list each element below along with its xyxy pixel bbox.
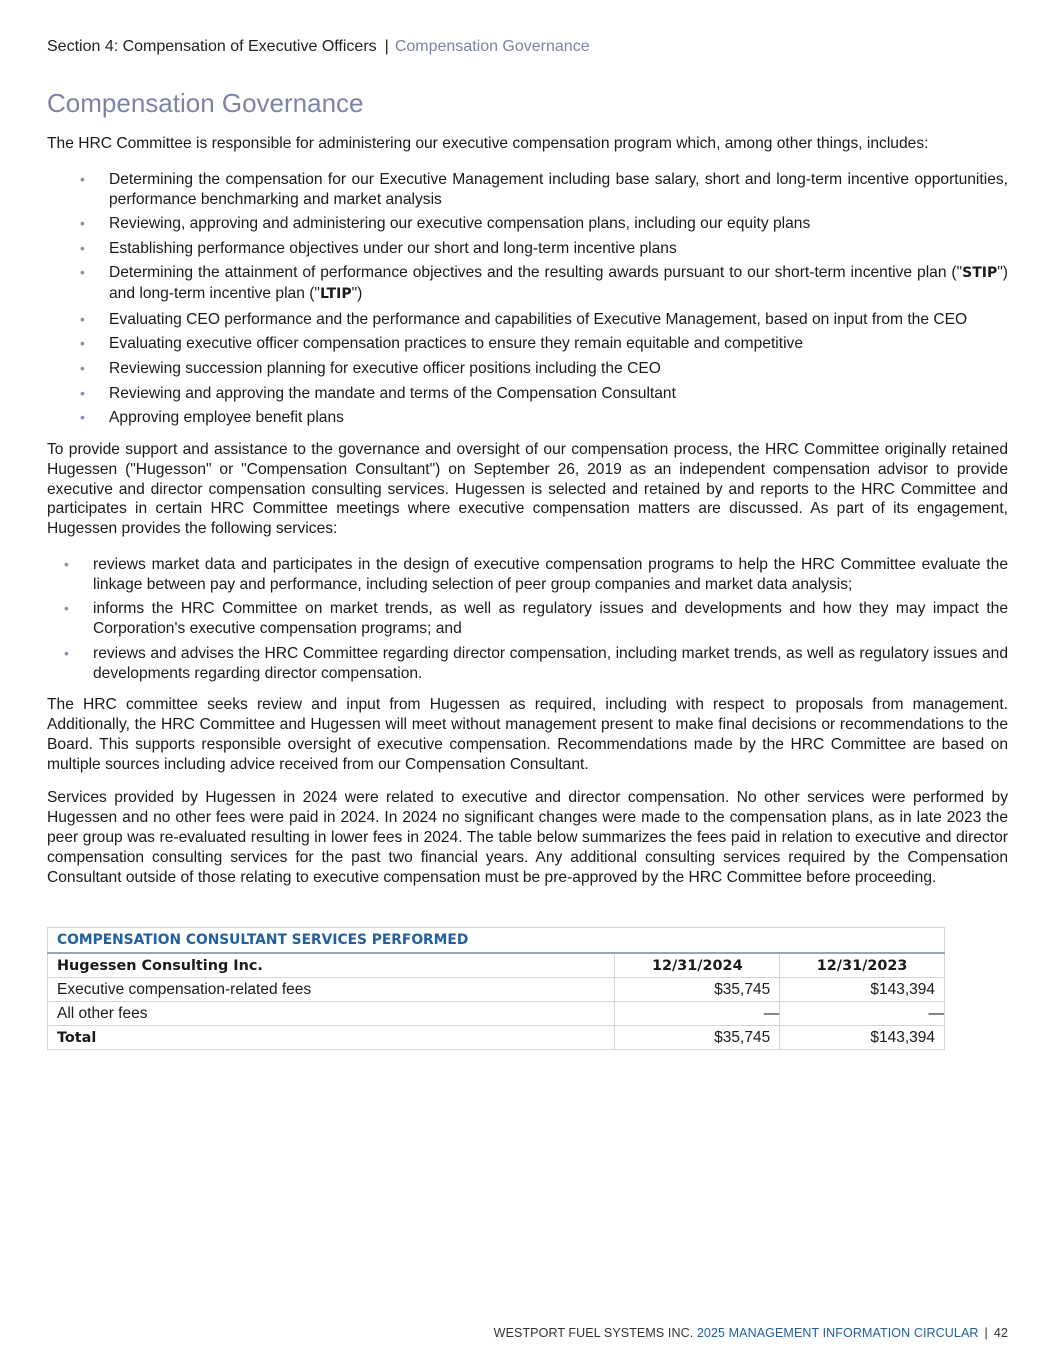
- table-cell: All other fees: [48, 1002, 615, 1026]
- intro-paragraph: The HRC Committee is responsible for administering our executive compensation program which, among other things, includes:: [47, 135, 929, 152]
- list-item: • Reviewing succession planning for executive officer positions including the CEO: [109, 359, 1008, 379]
- fees-paragraph: Services provided by Hugessen in 2024 were related to executive and director compensation. No other services were performed by Hugessen and no other fees were paid in 2024. In 2024 no significant changes were made to the compensation plans, as in late 2023 the peer group was re-evaluated resulting in lower fees in 2024. The table below summarizes the fees paid in relation to executive and director compensation consulting services for the past two financial years. Any additional consulting services required by the Compensation Consultant outside of those relating to executive compensation must be pre-approved by the HRC Committee before proceeding.: [47, 789, 1008, 886]
- footer-separator: |: [984, 1326, 988, 1340]
- page-number: 42: [993, 1326, 1008, 1340]
- table-cell: $143,394: [780, 1026, 945, 1050]
- table-cell: $35,745: [615, 1026, 780, 1050]
- table-cell: —: [615, 1002, 780, 1026]
- footer-company: WESTPORT FUEL SYSTEMS INC.: [493, 1326, 694, 1340]
- services-list: [47, 555, 1008, 683]
- list-item: • Evaluating CEO performance and the performance and capabilities of Executive Management, based on input from the CEO: [109, 310, 1008, 330]
- column-header: 12/31/2024: [615, 953, 780, 978]
- list-item: • Approving employee benefit plans: [109, 408, 1008, 428]
- list-item: [109, 263, 1008, 305]
- table-cell: $35,745: [615, 978, 780, 1002]
- page-footer: [494, 1326, 1008, 1340]
- list-item-text: Determining the attainment of performance objectives and the resulting awards pursuant to our short-term incentive plan (": [109, 264, 963, 282]
- subsection-label: Compensation Governance: [394, 38, 590, 55]
- page-title: Compensation Governance: [47, 88, 364, 118]
- table-cell: —: [780, 1002, 945, 1026]
- list-item: • Evaluating executive officer compensation practices to ensure they remain equitable and competitive: [109, 334, 1008, 354]
- table-title: COMPENSATION CONSULTANT SERVICES PERFORMED: [48, 928, 945, 954]
- list-item: • Reviewing and approving the mandate and terms of the Compensation Consultant: [109, 384, 1008, 404]
- table-cell: $143,394: [780, 978, 945, 1002]
- list-item: • reviews and advises the HRC Committee regarding director compensation, including market trends, as well as regulatory issues and developments regarding director compensation.: [93, 644, 1008, 684]
- column-header: 12/31/2023: [780, 953, 945, 978]
- list-item-text: ") and long-term incentive plan (": [109, 264, 1008, 303]
- stip-term: STIP: [962, 265, 998, 282]
- page-header: [47, 38, 590, 56]
- section-label: Section 4: Compensation of Executive Officers: [47, 38, 377, 55]
- list-item: • Reviewing, approving and administering our executive compensation plans, including our equity plans: [109, 214, 1008, 234]
- responsibilities-list: [47, 170, 1008, 428]
- table-header-row: [48, 953, 945, 978]
- table-row: [48, 978, 945, 1002]
- ltip-term: LTIP: [319, 286, 352, 303]
- header-separator: |: [384, 38, 389, 55]
- review-paragraph: The HRC committee seeks review and input from Hugessen as required, including with respect to proposals from management. Additionally, the HRC Committee and Hugessen will meet without management present to make final decisions or recommendations to the Board. This supports responsible oversight of executive compensation. Recommendations made by the HRC Committee are based on multiple sources including advice received from our Compensation Consultant.: [47, 696, 1008, 773]
- list-item: • Establishing performance objectives under our short and long-term incentive plans: [109, 239, 1008, 259]
- table-title-row: [48, 928, 945, 954]
- table-cell: Total: [48, 1026, 615, 1050]
- table-total-row: [48, 1026, 945, 1050]
- list-item: • informs the HRC Committee on market trends, as well as regulatory issues and developments and how they may impact the Corporation's executive compensation programs; and: [93, 599, 1008, 639]
- list-item-text: "): [351, 285, 363, 303]
- footer-publication: 2025 MANAGEMENT INFORMATION CIRCULAR: [696, 1326, 979, 1340]
- table-row: [48, 1002, 945, 1026]
- list-item: • reviews market data and participates in the design of executive compensation programs to help the HRC Committee evaluate the linkage between pay and performance, including selection of peer group companies and market data analysis;: [93, 555, 1008, 595]
- list-item: • Determining the compensation for our Executive Management including base salary, short and long-term incentive opportunities, performance benchmarking and market analysis: [109, 170, 1008, 210]
- page-body: [47, 134, 1008, 887]
- table-cell: Executive compensation-related fees: [48, 978, 615, 1002]
- column-header: Hugessen Consulting Inc.: [48, 953, 615, 978]
- consultant-paragraph: To provide support and assistance to the governance and oversight of our compensation process, the HRC Committee originally retained Hugessen ("Hugesson" or "Compensation Consultant") on September 26, 2019 as an independent compensation advisor to provide executive and director compensation consulting services. Hugessen is selected and retained by and reports to the HRC Committee and participates in certain HRC Committee meetings where executive compensation matters are discussed. As part of its engagement, Hugessen provides the following services:: [47, 440, 1008, 538]
- consultant-fees-table: [47, 927, 945, 1050]
